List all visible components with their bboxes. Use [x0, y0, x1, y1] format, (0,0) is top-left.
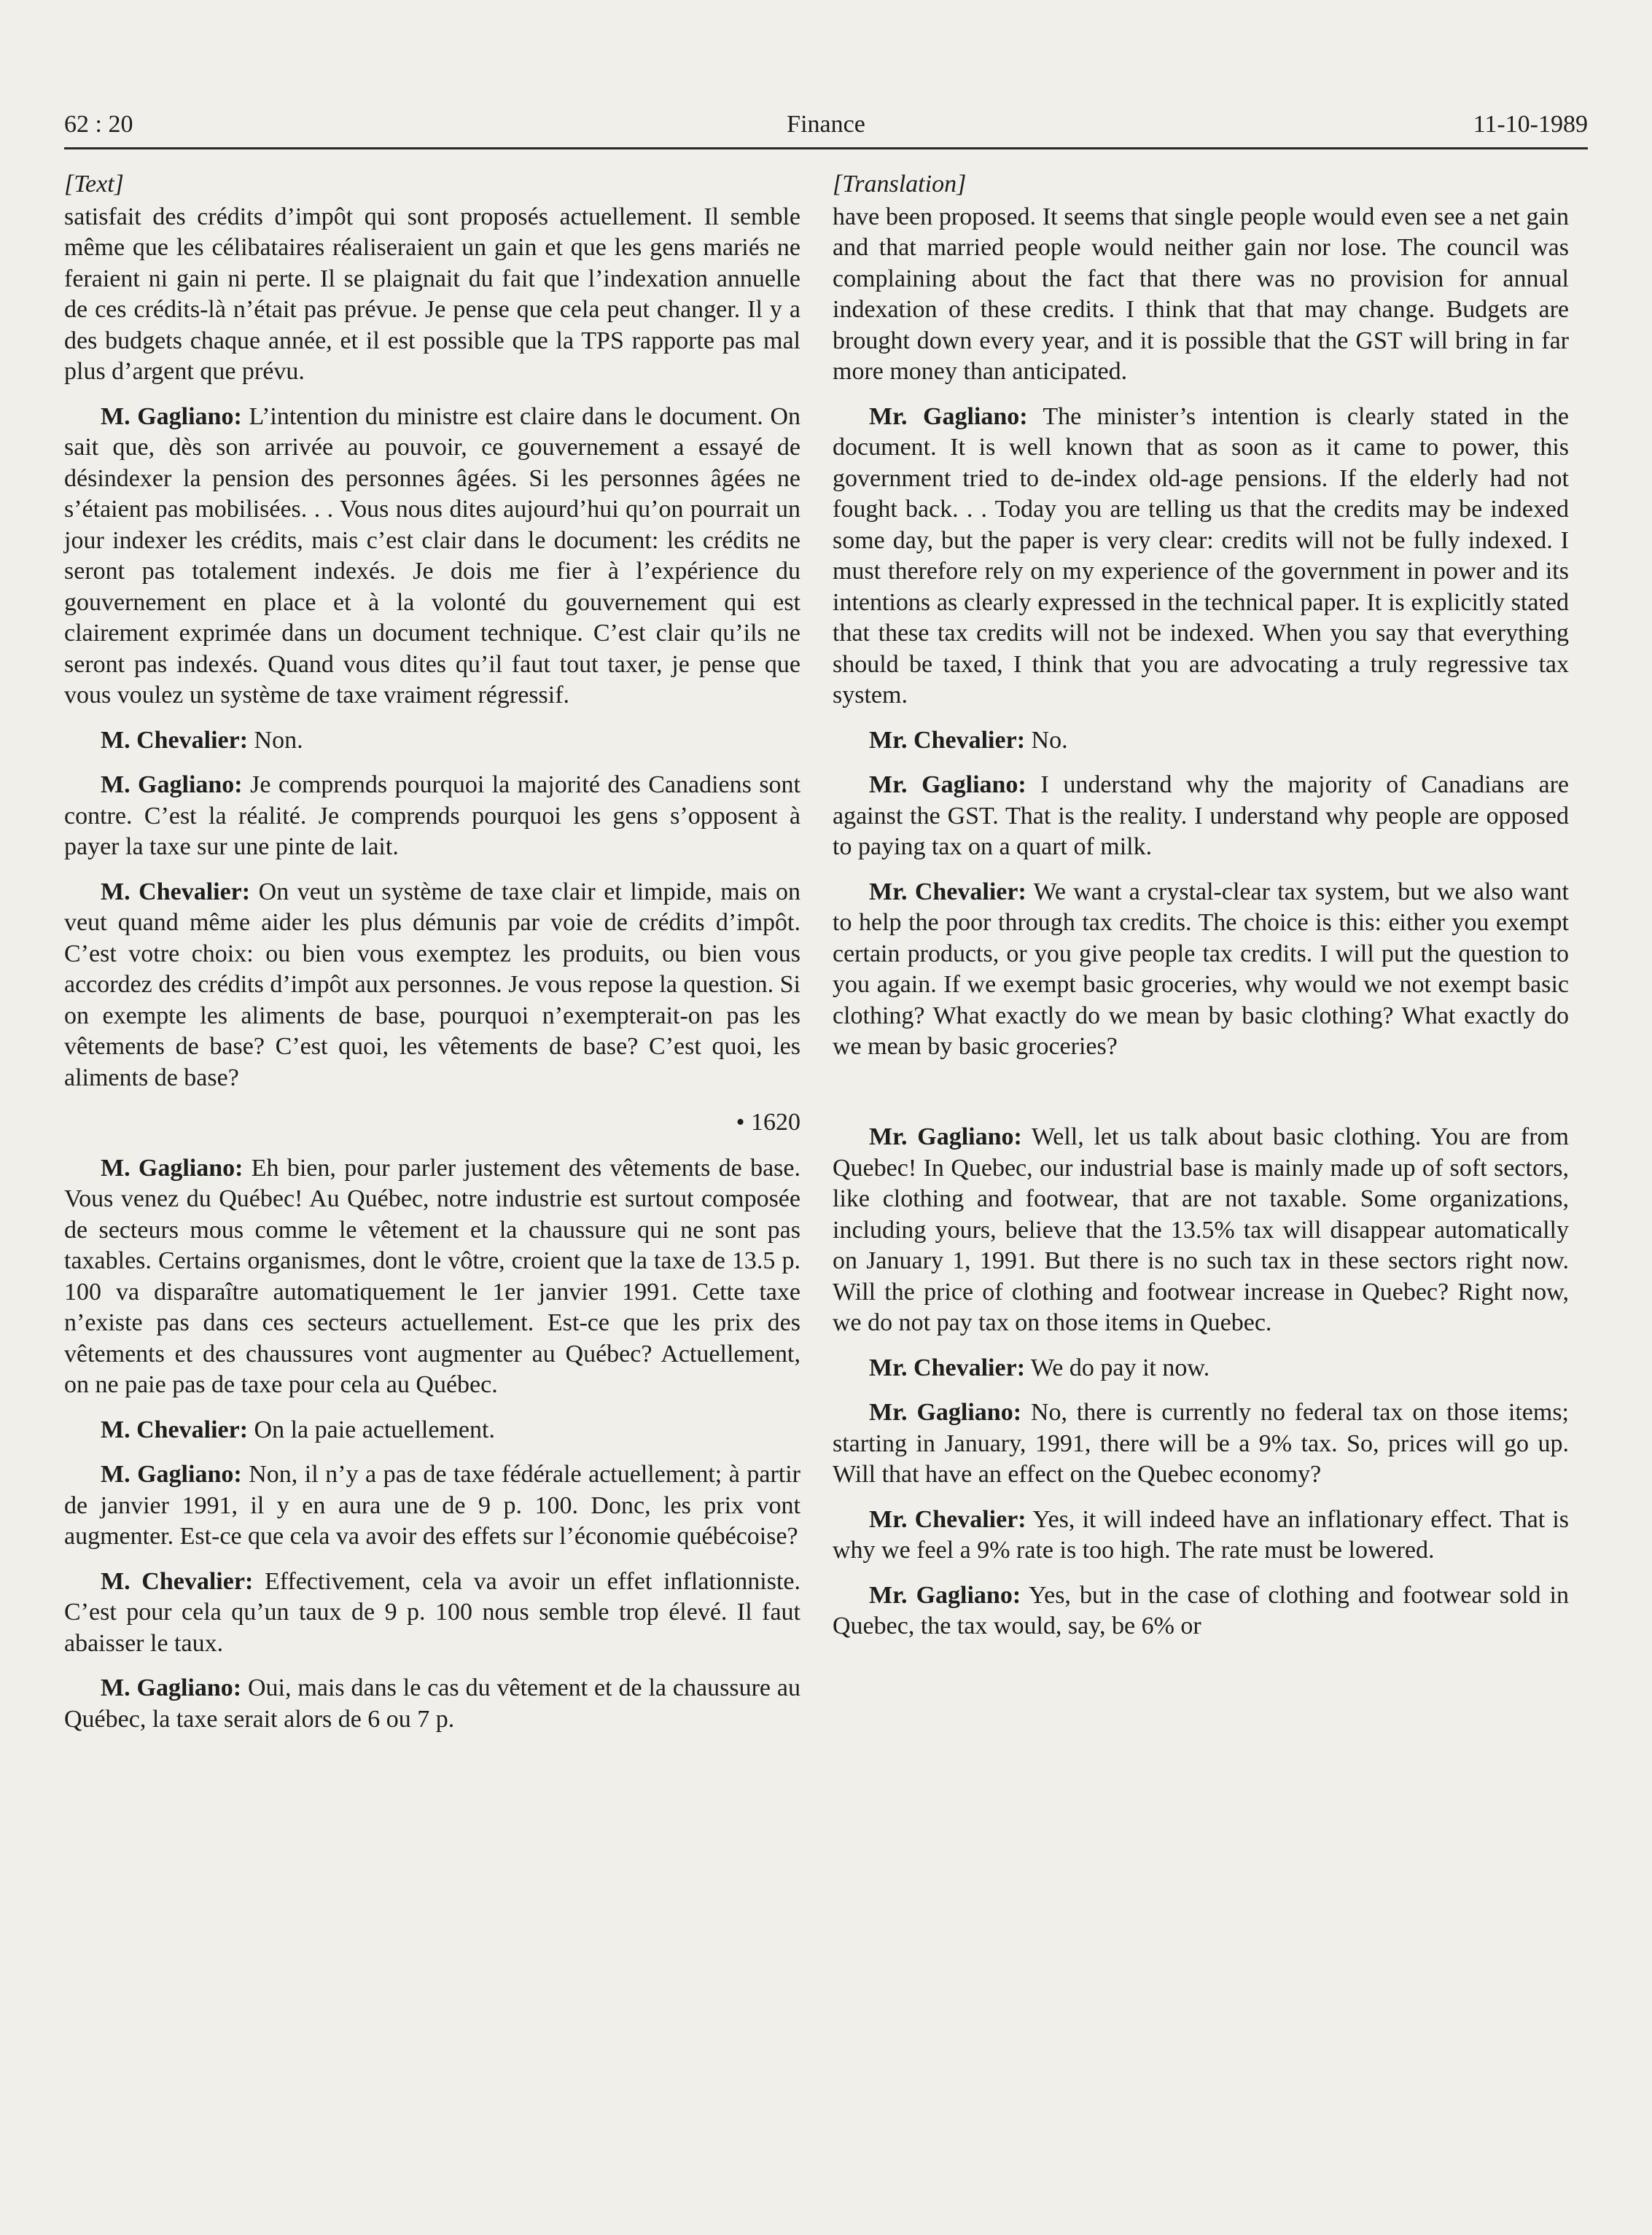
speech-block: [64, 770, 800, 863]
paragraph-text: have been proposed. It seems that single people would even see a net gain and that married people would neither gain nor lose. The council was complaining about the fact that there was no provision for annual indexation of these credits. I think that that may change. Budgets are brought down every year, and it is possible that the GST will bring in far more money than anticipated.: [833, 203, 1569, 385]
language-label: [Text]: [64, 171, 124, 198]
speech-block: [64, 1673, 800, 1735]
speaker-name: Mr. Gagliano:: [869, 402, 1028, 430]
speech-text: Oui, mais dans le cas du vêtement et de la chaussure au Québec, la taxe serait alors de 6 ou 7 p.: [64, 1674, 800, 1733]
speaker-name: Mr. Chevalier:: [869, 878, 1026, 905]
speech-text: No, there is currently no federal tax on those items; starting in January, 1991, there will be a 9% tax. So, prices will go up. Will that have an effect on the Quebec economy?: [833, 1399, 1569, 1488]
speaker-name: M. Chevalier:: [101, 1416, 249, 1443]
speech-text: No.: [1031, 726, 1068, 754]
speech-text: Well, let us talk about basic clothing. You are from Quebec! In Quebec, our industrial base is mainly made up of soft sectors, like clothing and footwear, that are not taxable. Some organizations, including yours, believe that the 13.5% tax will disappear automatically on January 1, 1991. But there is no such tax in these sectors right now. Will the price of clothing and footwear increase in Quebec? Right now, we do not pay tax on those items in Quebec.: [833, 1123, 1569, 1336]
speaker-name: M. Chevalier:: [101, 1567, 254, 1595]
speech-text: On veut un système de taxe clair et limpide, mais on veut quand même aider les plus démunis par voie de crédits d’impôt. C’est votre choix: ou bien vous exemptez les produits, ou bien vous accordez des crédits d’impôt aux personnes. Je vous repose la question. Si on exempte les aliments de base, pourquoi n’exempterait-on pas les vêtements de base? C’est quoi, les vêtements de base? C’est quoi, les aliments de base?: [64, 878, 801, 1091]
speech-block: [64, 725, 800, 757]
speech-block: [833, 770, 1569, 863]
language-label: [Translation]: [833, 171, 967, 198]
speech-block: [833, 1353, 1569, 1384]
english-column: [833, 169, 1569, 1656]
speech-block: [64, 1459, 800, 1553]
speaker-name: Mr. Gagliano:: [869, 1399, 1022, 1426]
speaker-name: Mr. Chevalier:: [869, 1354, 1026, 1381]
speech-text: Eh bien, pour parler justement des vêtements de base. Vous venez du Québec! Au Québec, notre industrie est surtout composée de secteurs mous comme le vêtement et la chaussure qui ne sont pas taxables. Certains organismes, dont le vôtre, croient que la taxe de 13.5 p. 100 va disparaître automatiquement le 1er janvier 1991. Cette taxe n’existe pas dans ces secteurs actuellement. Est-ce que les prix des vêtements et des chaussures vont augmenter au Québec? Actuellement, on ne paie pas de taxe pour cela au Québec.: [64, 1154, 800, 1398]
speech-text: The minister’s intention is clearly stated in the document. It is well known that as soon as it came to power, this government tried to de-index old-age pensions. If the elderly had not fought back. . . Today you are telling us that the credits may be indexed some day, but the paper is very clear: credits will not be fully indexed. I must therefore rely on my experience of the government in power and its intentions as clearly expressed in the technical paper. It is explicitly stated that these tax credits will not be indexed. When you say that everything should be taxed, I think that you are advocating a truly regressive tax system.: [833, 402, 1570, 709]
speech-text: Je comprends pourquoi la majorité des Canadiens sont contre. C’est la réalité. Je comprends pourquoi les gens s’opposent à payer la taxe sur une pinte de lait.: [64, 771, 801, 860]
speaker-name: M. Gagliano:: [101, 1461, 242, 1488]
speech-text: Yes, but in the case of clothing and footwear sold in Quebec, the tax would, say, be 6% or: [833, 1581, 1569, 1639]
speaker-name: M. Gagliano:: [101, 1674, 242, 1701]
speaker-name: M. Chevalier:: [101, 726, 249, 754]
speech-block: [64, 1153, 800, 1401]
speech-block: [833, 402, 1569, 711]
speech-text: L’intention du ministre est claire dans le document. On sait que, dès son arrivée au pouvoir, ce gouvernement a essayé de désindexer la pension des personnes âgées. Si les personnes âgées ne s’étaient pas mobilisées. . . Vous nous dites aujourd’hui qu’on pourrait un jour indexer les crédits, mais c’est clair dans le document: les crédits ne seront pas totalement indexés. Je dois me fier à l’expérience du gouvernement en place et à la volonté du gouvernement qui est clairement exprimée dans un document technique. C’est clair qu’ils ne seront pas indexés. Quand vous dites qu’il faut tout taxer, je pense que vous voulez un système de taxe vraiment régressif.: [64, 402, 800, 709]
sitting-date: 11-10-1989: [1473, 111, 1588, 138]
speech-block: [64, 1415, 800, 1446]
speech-text: Non.: [254, 726, 303, 754]
speaker-name: Mr. Gagliano:: [869, 771, 1026, 798]
speaker-name: M. Gagliano:: [101, 771, 243, 798]
speech-text: On la paie actuellement.: [254, 1416, 495, 1443]
speaker-name: Mr. Gagliano:: [869, 1123, 1022, 1150]
speech-block: [833, 877, 1569, 1063]
speaker-name: Mr. Gagliano:: [869, 1581, 1021, 1609]
speech-block: [833, 1580, 1569, 1642]
time-stamp: • 1620: [736, 1109, 800, 1136]
paragraph-text: satisfait des crédits d’impôt qui sont proposés actuellement. Il semble même que les célibataires réaliseraient un gain et que les gens mariés ne feraient ni gain ni perte. Il se plaignait du fait que l’indexation annuelle de ces crédits-là n’était pas prévue. Je pense que cela peut changer. Il y a des budgets chaque année, et il est possible que la TPS rapporte pas mal plus d’argent que prévu.: [64, 203, 800, 385]
speaker-name: M. Gagliano:: [101, 1154, 243, 1182]
speech-block: [833, 1122, 1569, 1339]
speech-block: [833, 725, 1569, 757]
speech-text: Yes, it will indeed have an inflationary effect. That is why we feel a 9% rate is too high. The rate must be lowered.: [833, 1505, 1569, 1564]
speech-block: [64, 1567, 800, 1660]
page-header: [64, 111, 1588, 147]
speech-block: [64, 877, 800, 1094]
speech-block: [64, 402, 800, 711]
speaker-name: M. Gagliano:: [101, 402, 242, 430]
speaker-name: Mr. Chevalier:: [869, 1505, 1026, 1533]
speech-block: [833, 1397, 1569, 1491]
committee-title: Finance: [787, 111, 865, 138]
speech-text: We do pay it now.: [1030, 1354, 1210, 1381]
paragraph: [64, 202, 800, 388]
speech-text: I understand why the majority of Canadians are against the GST. That is the reality. I understand why people are opposed to paying tax on a quart of milk.: [833, 771, 1570, 860]
paragraph: [833, 202, 1569, 388]
french-column: [64, 169, 800, 1749]
speaker-name: Mr. Chevalier:: [869, 726, 1026, 754]
speech-text: Non, il n’y a pas de taxe fédérale actuellement; à partir de janvier 1991, il y en aura une de 9 p. 100. Donc, les prix vont augmenter. Est-ce que cela va avoir des effets sur l’économie québécoise?: [64, 1461, 800, 1550]
speech-text: Effectivement, cela va avoir un effet inflationniste. C’est pour cela qu’un taux de 9 p. 100 nous semble trop élevé. Il faut abaisser le taux.: [64, 1567, 801, 1657]
page-number: 62 : 20: [64, 111, 133, 138]
speaker-name: M. Chevalier:: [101, 878, 251, 905]
speech-block: [833, 1505, 1569, 1567]
header-rule: [64, 147, 1588, 149]
speech-text: We want a crystal-clear tax system, but we also want to help the poor through tax credits. The choice is this: either you exempt certain products, or you give people tax credits. I will put the question to you again. If we exempt basic groceries, why would we not exempt basic clothing? What exactly do we mean by basic clothing? What exactly do we mean by basic groceries?: [833, 878, 1570, 1060]
